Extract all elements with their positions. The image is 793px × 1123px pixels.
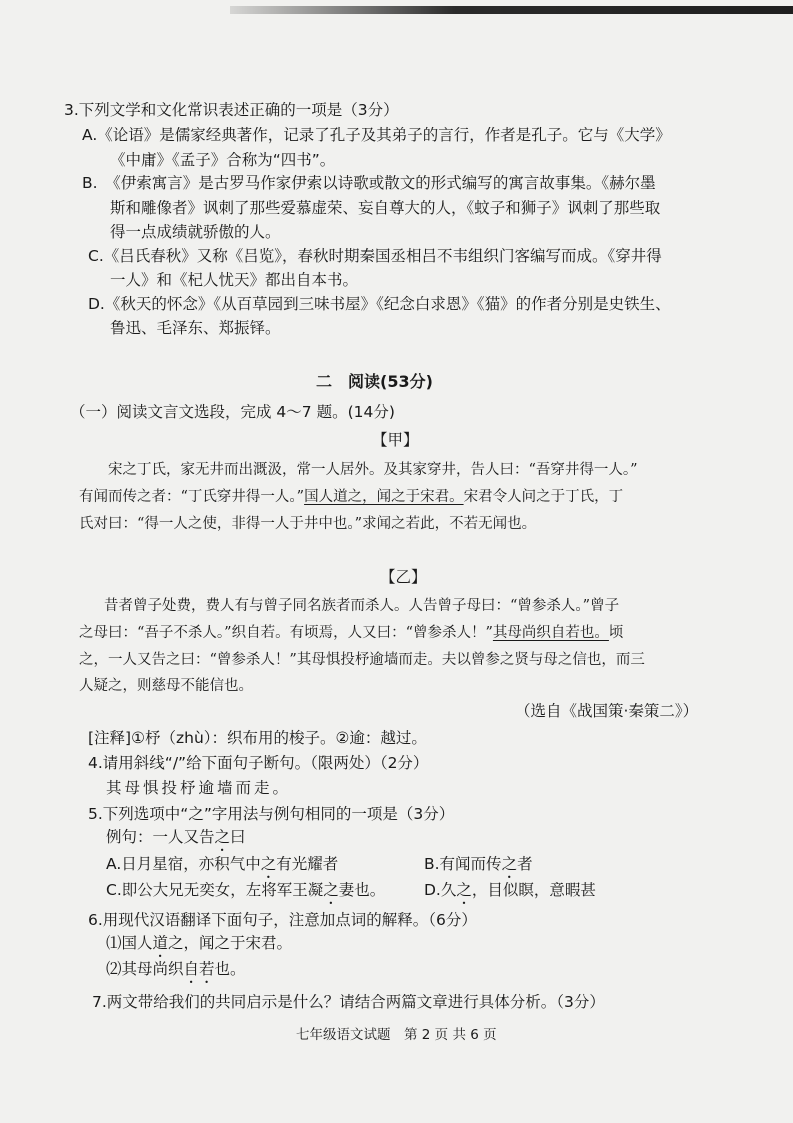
q3-option-a-line2: 《中庸》《孟子》合称为“四书”。	[110, 151, 336, 169]
q5-option-b-dotted-word: 之	[501, 855, 518, 873]
q6-sentence-1	[106, 932, 292, 961]
q5-example-prefix: 例句：一人又告	[106, 828, 215, 846]
q5-option-a-dotted-word: 之	[260, 855, 277, 873]
q3-option-b-line1: B. 《伊索寓言》是古罗马作家伊索以诗歌或散文的形式编写的寓言故事集。《赫尔墨	[82, 174, 656, 192]
q6-sentence-1-prefix: ⑴国人	[106, 934, 153, 952]
passage-source: （选自《战国策·秦策二》）	[515, 702, 699, 720]
q5-option-d-suffix: ，目似瞑，意暇甚	[471, 881, 596, 899]
q6-sentence-2-dotted-word: 自若	[183, 960, 215, 978]
q5-example-suffix: 曰	[230, 828, 246, 846]
q5-option-d-prefix: D.久	[424, 881, 457, 899]
q5-option-c-prefix: C.即公大兄无奕女，左将军王凝	[106, 881, 324, 899]
q6-sentence-2	[106, 958, 246, 987]
q5-stem: 5.下列选项中“之”字用法与例句相同的一项是（3分）	[88, 805, 455, 823]
q5-option-b-suffix: 者	[517, 855, 533, 873]
q4-stem: 4.请用斜线“/”给下面句子断句。（限两处）（2分）	[88, 754, 429, 772]
q5-option-c	[106, 879, 385, 908]
passage-jia-line1: 宋之丁氏，家无井而出溉汲，常一人居外。及其家穿井，告人曰：“吾穿井得一人。”	[108, 462, 638, 478]
passage-yi-line2	[79, 622, 623, 644]
annotation-note: [注释]①杼（zhù）：织布用的梭子。②逾：越过。	[88, 729, 427, 747]
q3-option-d-line1: D.《秋天的怀念》《从百草园到三味书屋》《纪念白求恩》《猫》的作者分别是史铁生、	[88, 295, 671, 313]
q5-example-dotted-word: 之	[214, 828, 231, 846]
passage-yi-underlined-sentence: 其母尚织自若也。	[492, 625, 609, 641]
passage-yi-line1: 昔者曾子处费，费人有与曾子同名族者而杀人。人告曾子母曰：“曾参杀人。”曾子	[104, 598, 620, 614]
passage-jia-line2-end: 宋君令人问之于丁氏，丁	[463, 489, 624, 505]
passage-yi-line4: 人疑之，则慈母不能信也。	[79, 678, 253, 694]
passage-jia-label: 【甲】	[372, 431, 419, 449]
q5-option-d-dotted-word: 之	[456, 881, 472, 899]
q6-sentence-1-dotted-word: 道	[152, 934, 169, 952]
q5-option-b	[424, 853, 533, 882]
passage-yi-label: 【乙】	[380, 568, 427, 586]
passage-jia-line2	[79, 486, 623, 508]
q3-option-c-line1: C.《吕氏春秋》又称《吕览》，春秋时期秦国丞相吕不韦组织门客编写而成。《穿井得	[88, 247, 662, 265]
scan-edge-shadow	[230, 6, 793, 14]
q5-option-c-suffix: 妻也。	[338, 881, 386, 899]
q5-example	[106, 826, 246, 855]
passage-jia-line2-start: 有闻而传之者：“丁氏穿井得一人。”	[79, 489, 305, 505]
q4-sentence: 其母惧投杼逾墙而走。	[106, 779, 292, 797]
q3-option-a-line1: A.《论语》是儒家经典著作，记录了孔子及其弟子的言行，作者是孔子。它与《大学》	[82, 126, 671, 144]
q6-sentence-1-suffix: 之，闻之于宋君。	[168, 934, 293, 952]
q5-option-a-prefix: A.日月星宿，亦积气中	[106, 855, 261, 873]
q3-option-d-line2: 鲁迅、毛泽东、郑振铎。	[110, 319, 281, 337]
q5-option-a	[106, 853, 338, 882]
q5-option-c-dotted-word: 之	[323, 881, 339, 899]
q3-stem: 3.下列文学和文化常识表述正确的一项是（3分）	[64, 101, 399, 119]
passage-jia-underlined-sentence: 国人道之，闻之于宋君。	[304, 489, 464, 505]
q6-sentence-2-prefix: ⑵其母尚织	[106, 960, 184, 978]
passage-yi-line2-end: 顷	[608, 625, 624, 641]
section-title: 二 阅读(53分)	[316, 372, 433, 391]
q7-stem: 7.两文带给我们的共同启示是什么？请结合两篇文章进行具体分析。（3分）	[92, 993, 605, 1011]
part1-instruction: （一）阅读文言文选段，完成 4～7 题。(14分)	[70, 403, 395, 421]
passage-jia-line3: 氏对曰：“得一人之使，非得一人于井中也。”求闻之若此，不若无闻也。	[79, 516, 537, 532]
q6-stem: 6.用现代汉语翻译下面句子，注意加点词的解释。（6分）	[88, 911, 477, 929]
passage-yi-line3: 之，一人又告之曰：“曾参杀人！”其母惧投杼逾墙而走。夫以曾参之贤与母之信也，而三	[79, 652, 645, 668]
q5-option-b-prefix: B.有闻而传	[424, 855, 502, 873]
q6-sentence-2-suffix: 也。	[214, 960, 246, 978]
q3-option-c-line2: 一人》和《杞人忧天》都出自本书。	[110, 271, 359, 289]
q5-option-d	[424, 879, 596, 908]
page-footer: 七年级语文试题 第 2 页 共 6 页	[296, 1027, 497, 1043]
passage-yi-line2-start: 之母曰：“吾子不杀人。”织自若。有顷焉，人又曰：“曾参杀人！”	[79, 625, 493, 641]
q5-option-a-suffix: 有光耀者	[276, 855, 339, 873]
q3-option-b-line2: 斯和雕像者》讽刺了那些爱慕虚荣、妄自尊大的人，《蚊子和狮子》讽刺了那些取	[110, 199, 661, 217]
q3-option-b-line3: 得一点成绩就骄傲的人。	[110, 223, 281, 241]
